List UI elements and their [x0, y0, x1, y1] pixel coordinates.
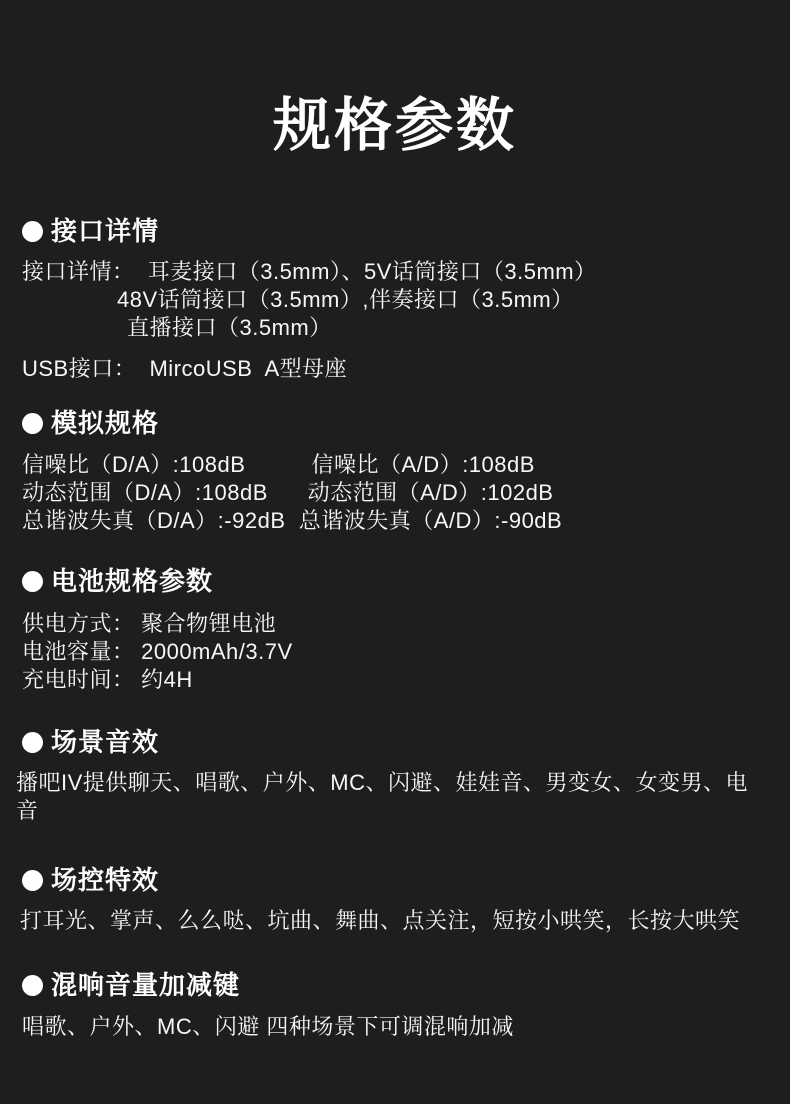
scene-effects-body — [16, 769, 768, 825]
section-battery-title: 电池规格参数 — [51, 566, 214, 596]
section-analog-specs — [22, 408, 768, 535]
section-battery-header — [22, 566, 768, 596]
snr-row: 信噪比（D/A）:108dB 信噪比（A/D）:108dB — [22, 452, 535, 477]
interface-line-1: 接口详情： 耳麦接口（3.5mm）、5V话筒接口（3.5mm） — [22, 259, 597, 284]
interface-line-2: 48V话筒接口（3.5mm）,伴奏接口（3.5mm） — [117, 287, 574, 312]
section-interface-title: 接口详情 — [51, 216, 160, 246]
usb-port-line: USB接口： MircoUSB A型母座 — [22, 356, 348, 381]
battery-capacity-row: 电池容量： 2000mAh/3.7V — [22, 639, 293, 664]
section-interface-header — [22, 216, 768, 246]
page-title: 规格参数 — [272, 93, 517, 158]
section-effects-header — [22, 865, 768, 895]
section-battery-specs — [22, 566, 768, 694]
interface-details-body — [22, 258, 768, 342]
section-scene-title: 场景音效 — [51, 727, 160, 757]
section-scene-effects — [16, 727, 768, 825]
interface-line-3: 直播接口（3.5mm） — [127, 315, 332, 340]
power-supply-row: 供电方式： 聚合物锂电池 — [22, 611, 277, 636]
section-analog-title: 模拟规格 — [51, 408, 160, 438]
thd-row: 总谐波失真（D/A）:-92dB 总谐波失真（A/D）:-90dB — [22, 508, 563, 533]
section-scene-header — [22, 727, 768, 757]
bullet-icon — [22, 571, 43, 592]
reverb-keys-body — [22, 1013, 768, 1041]
bullet-icon — [22, 413, 43, 434]
scene-effects-row: 播吧IV提供聊天、唱歌、户外、MC、闪避、娃娃音、男变女、女变男、电音 — [16, 770, 749, 823]
battery-specs-body — [22, 610, 768, 694]
bullet-icon — [22, 870, 43, 891]
section-analog-header — [22, 408, 768, 438]
control-effects-row: 打耳光、掌声、么么哒、坑曲、舞曲、点关注，短按小哄笑，长按大哄笑 — [20, 908, 741, 933]
bullet-icon — [22, 221, 43, 242]
section-control-effects — [22, 865, 768, 935]
analog-specs-body — [22, 451, 768, 535]
bullet-icon — [22, 975, 43, 996]
section-effects-title: 场控特效 — [51, 865, 160, 895]
reverb-keys-row: 唱歌、户外、MC、闪避 四种场景下可调混响加减 — [22, 1014, 514, 1039]
charge-time-row: 充电时间： 约4H — [22, 667, 193, 692]
control-effects-body — [20, 907, 768, 935]
section-reverb-header — [22, 970, 768, 1000]
section-interface-details — [22, 216, 768, 383]
dynamic-range-row: 动态范围（D/A）:108dB 动态范围（A/D）:102dB — [22, 480, 554, 505]
section-reverb-title: 混响音量加减键 — [51, 970, 241, 1000]
bullet-icon — [22, 732, 43, 753]
section-reverb-keys — [22, 970, 768, 1041]
